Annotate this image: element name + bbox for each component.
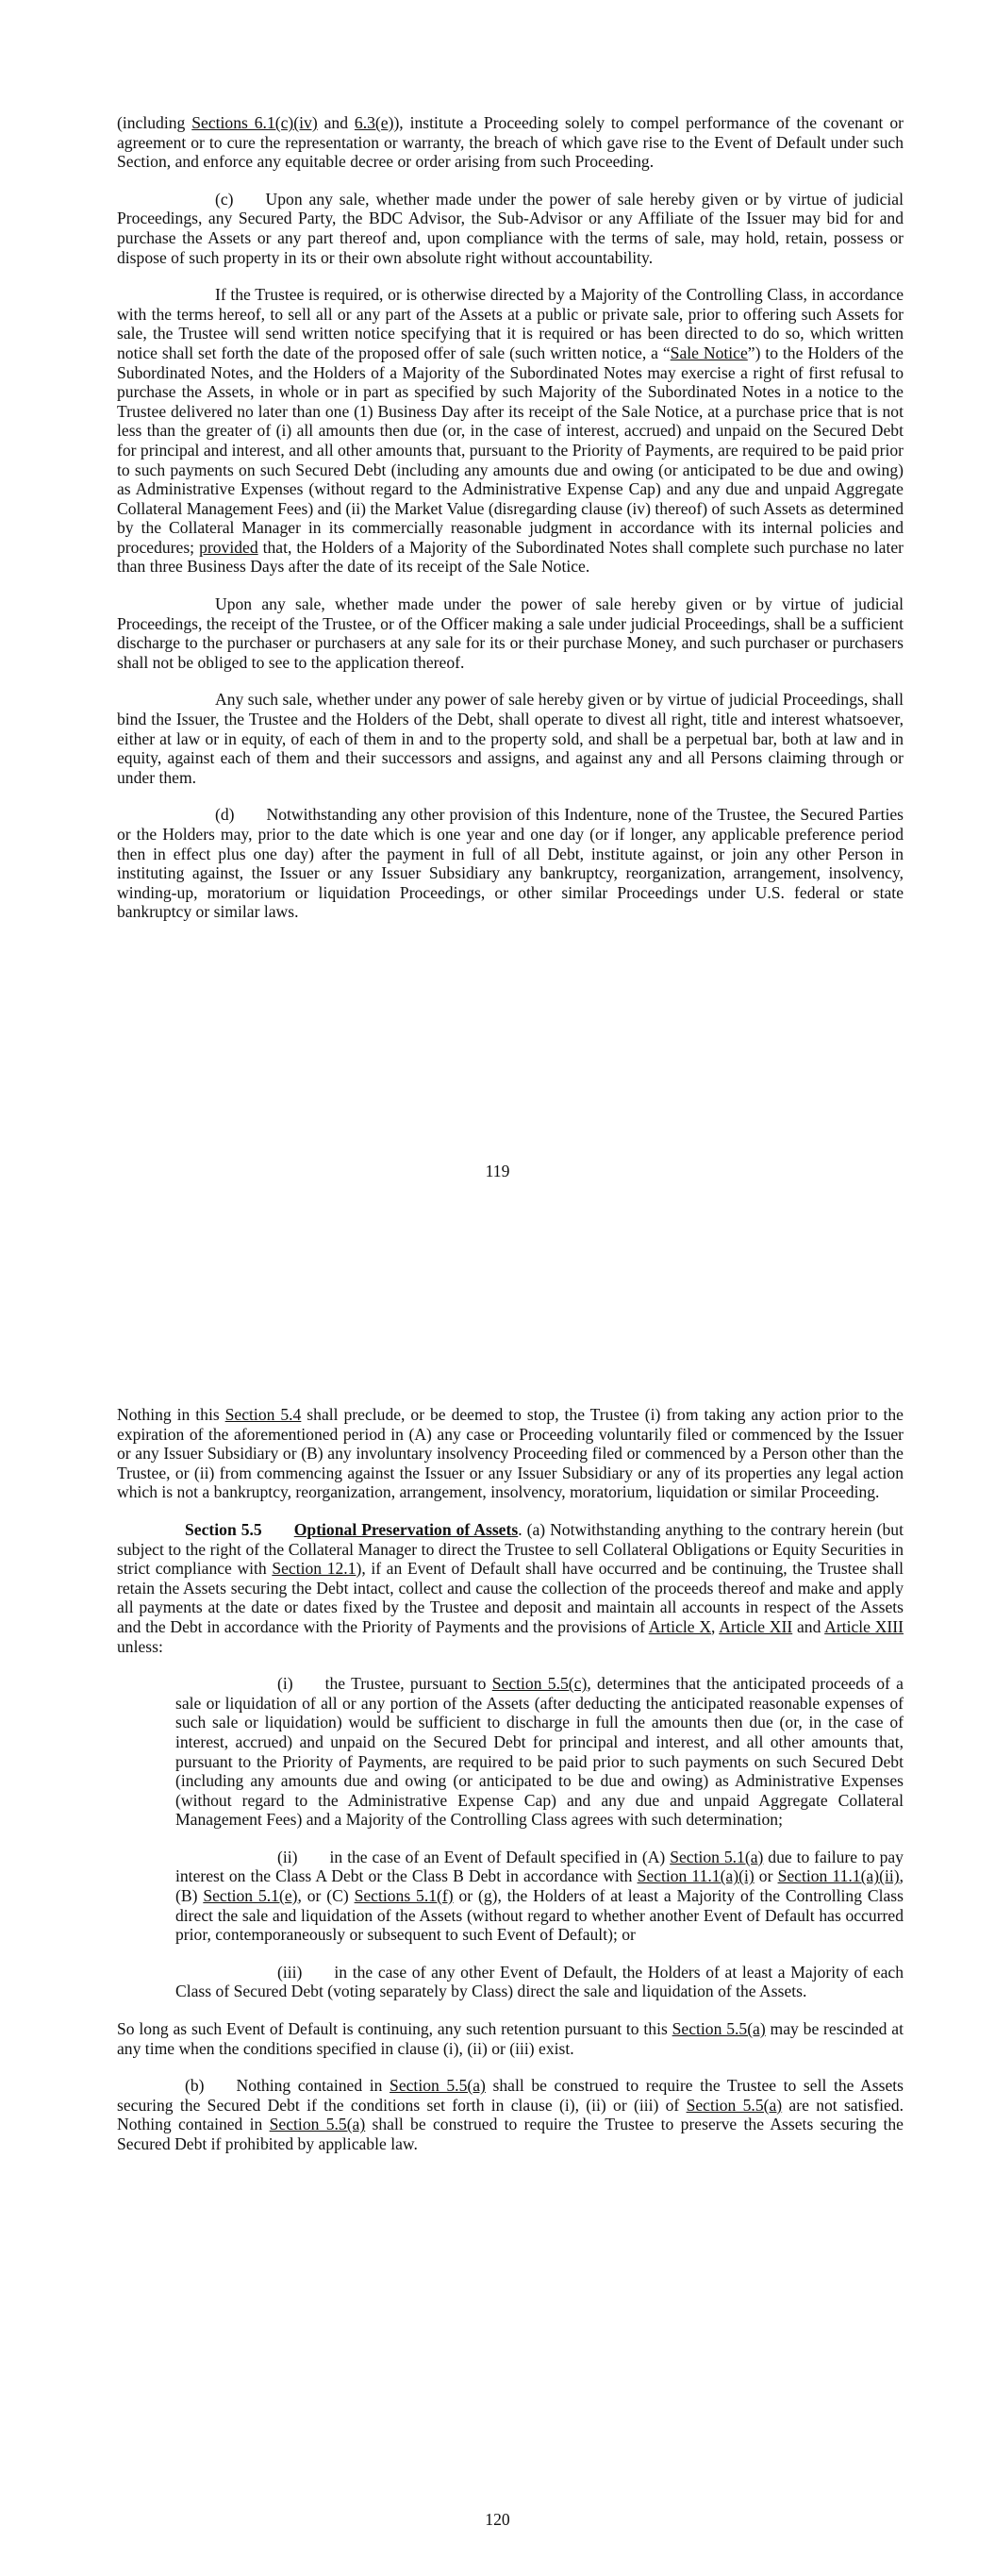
section-reference: Section 5.5(c) bbox=[491, 1674, 588, 1694]
section-reference: Sections 6.1(c)(iv) bbox=[191, 113, 318, 132]
section-reference: Section 12.1 bbox=[272, 1559, 357, 1579]
paragraph-c: (c) Upon any sale, whether made under the power of sale hereby given or by virtue of judicial Proceedings, any Secured Party, the BDC Advisor, the Sub-Advisor or any Affiliate of the Issuer may bid for and purchase the Assets or any part thereof and, upon compliance with the terms of sale, may hold, retain, possess or dispose of such property in its or their own absolute right without accountability. bbox=[117, 189, 904, 267]
section-reference: Sections 5.1(f) bbox=[354, 1886, 454, 1906]
defined-term-sale-notice: Sale Notice bbox=[670, 343, 748, 362]
section-reference: 6.3(e) bbox=[354, 113, 394, 132]
section-reference: Section 5.4 bbox=[224, 1405, 302, 1424]
paragraph-d: (d) Notwithstanding any other provision of this Indenture, none of the Trustee, the Secured Parties or the Holders may, prior to the date which is one year and one day (or if longer, any applicable preference period then in effect plus one day) after the payment in full of all Debt, institute against, or join any other Person in instituting against, the Issuer or any Issuer Subsidiary any bankruptcy, reorganization, arrangement, insolvency, winding-up, moratorium or liquidation Proceedings, or other similar Proceedings under U.S. federal or state bankruptcy or similar laws. bbox=[117, 805, 904, 922]
clause-ii: (ii) in the case of an Event of Default specified in (A) Section 5.1(a) due to failure to pay interest on the Class A Debt or the Class B Debt in accordance with Section 11.1(a)(i) or Section 11.1(a)(ii), (B) Section 5.1(e), or (C) Sections 5.1(f) or (g), the Holders of at least a Majority of the Controlling Class direct the sale and liquidation of the Assets (without regard to whether another Event of Default has occurred prior, contemporaneously or subsequent to such Event of Default); or bbox=[175, 1847, 904, 1945]
paragraph-upon-any-sale: Upon any sale, whether made under the power of sale hereby given or by virtue of judicial Proceedings, the receipt of the Trustee, or of the Officer making a sale under judicial Proceedings, shall be a sufficient discharge to the purchaser or purchasers at any sale for its or their purchase Money, and such purchaser or purchasers shall not be obliged to see to the application thereof. bbox=[117, 594, 904, 672]
section-title: Optional Preservation of Assets bbox=[293, 1519, 519, 1539]
page-120-body bbox=[117, 1405, 904, 2172]
paragraph-b: (b) Nothing contained in Section 5.5(a) shall be construed to require the Trustee to sell the Assets securing the Secured Debt if the conditions set forth in clause (i), (ii) or (iii) of Section 5.5(a) are not satisfied. Nothing contained in Section 5.5(a) shall be construed to require the Trustee to preserve the Assets securing the Secured Debt if prohibited by applicable law. bbox=[117, 2076, 904, 2153]
section-reference: Section 5.5(a) bbox=[672, 2019, 766, 2039]
paragraph-so-long: So long as such Event of Default is continuing, any such retention pursuant to this Section 5.5(a) may be rescinded at any time when the conditions specified in clause (i), (ii) or (iii) exist. bbox=[117, 2019, 904, 2058]
article-reference: Article XIII bbox=[824, 1616, 904, 1636]
section-reference: Section 11.1(a)(ii) bbox=[777, 1866, 900, 1886]
paragraph-nothing-in-section: Nothing in this Section 5.4 shall preclude, or be deemed to stop, the Trustee (i) from taking any action prior to the expiration of the aforementioned period in (A) any case or Proceeding voluntarily filed or commenced by the Issuer or any Issuer Subsidiary or (B) any involuntary insolvency Proceeding filed or commenced by a Person other than the Trustee, or (ii) from commencing against the Issuer or any Issuer Subsidiary or any of its properties any legal action which is not a bankruptcy, reorganization, arrangement, insolvency, moratorium, liquidation or similar Proceeding. bbox=[117, 1405, 904, 1502]
clause-i: (i) the Trustee, pursuant to Section 5.5(c), determines that the anticipated proceeds of a sale or liquidation of all or any portion of the Assets (after deducting the anticipated reasonable expenses of such sale or liquidation) would be sufficient to discharge in full the amounts then due (or, in the case of interest, accrued) and unpaid on the Secured Debt for principal and interest, and all other amounts that, pursuant to the Priority of Payments, are required to be paid prior to such payments on such Secured Debt (including any amounts due and owing (or anticipated to be due and owing) as Administrative Expenses (without regard to the Administrative Expense Cap) and any due and unpaid Aggregate Collateral Management Fees) and a Majority of the Controlling Class agrees with such determination; bbox=[175, 1674, 904, 1830]
article-reference: Article XII bbox=[719, 1616, 793, 1636]
section-5-5: Section 5.5 Optional Preservation of Assets. (a) Notwithstanding anything to the contrary herein (but subject to the right of the Collateral Manager to direct the Trustee to sell Collateral Obligations or Equity Securities in strict compliance with Section 12.1), if an Event of Default shall have occurred and be continuing, the Trustee shall retain the Assets securing the Debt intact, collect and cause the collection of the proceeds thereof and make and apply all payments at the date or dates fixed by the Trustee and deposit and maintain all accounts in respect of the Assets and the Debt in accordance with the Priority of Payments and the provisions of Article X, Article XII and Article XIII unless: bbox=[117, 1519, 904, 1656]
paragraph-any-such-sale: Any such sale, whether under any power of sale hereby given or by virtue of judicial Proceedings, shall bind the Issuer, the Trustee and the Holders of the Debt, shall operate to divest all right, title and interest whatsoever, either at law or in equity, of each of them in and to the property sold, and shall be a perpetual bar, both at law and in equity, against each of them and their successors and assigns, and against any and all Persons claiming through or under them. bbox=[117, 690, 904, 787]
clause-list bbox=[175, 1674, 904, 2001]
page-number: 120 bbox=[485, 2510, 510, 2529]
page-number: 119 bbox=[485, 1162, 510, 1180]
section-reference: Section 11.1(a)(i) bbox=[637, 1866, 755, 1886]
section-reference: Section 5.5(a) bbox=[390, 2076, 486, 2096]
article-reference: Article X bbox=[648, 1616, 712, 1636]
section-number: Section 5.5 bbox=[185, 1519, 262, 1539]
paragraph-a-continuation: (including Sections 6.1(c)(iv) and 6.3(e)), institute a Proceeding solely to compel performance of the covenant or agreement or to cure the representation or warranty, the breach of which gave rise to the Event of Default under such Section, and enforce any equitable decree or order arising from such Proceeding. bbox=[117, 113, 904, 172]
section-reference: Section 5.5(a) bbox=[269, 2115, 366, 2134]
section-reference: Section 5.1(e) bbox=[203, 1886, 298, 1906]
section-reference: Section 5.1(a) bbox=[670, 1847, 764, 1866]
provided-term: provided bbox=[199, 537, 258, 557]
paragraph-trustee-sale-notice: If the Trustee is required, or is otherwise directed by a Majority of the Controlling Class, in accordance with the terms hereof, to sell all or any part of the Assets at a public or private sale, prior to offering such Assets for sale, the Trustee will send written notice specifying that it is required or has been directed to do so, which written notice shall set forth the date of the proposed offer of sale (such written notice, a “Sale Notice”) to the Holders of the Subordinated Notes, and the Holders of a Majority of the Subordinated Notes may exercise a right of first refusal to purchase the Assets, in whole or in part as specified by such Majority of the Subordinated Notes in a notice to the Trustee delivered no later than one (1) Business Day after its receipt of the Sale Notice, at a purchase price that is not less than the greater of (i) all amounts then due (or, in the case of interest, accrued) and unpaid on the Secured Debt for principal and interest, and all other amounts that, pursuant to the Priority of Payments, are required to be paid prior to such payments on such Secured Debt (including any amounts due and owing (or anticipated to be due and owing) as Administrative Expenses (without regard to the Administrative Expense Cap) and any due and unpaid Aggregate Collateral Management Fees) and (ii) the Market Value (disregarding clause (iv) thereof) of such Assets as determined by the Collateral Manager in its commercially reasonable judgment in accordance with its internal policies and procedures; provided that, the Holders of a Majority of the Subordinated Notes shall complete such purchase no later than three Business Days after the date of its receipt of the Sale Notice. bbox=[117, 285, 904, 577]
page-119-body bbox=[117, 113, 904, 940]
page-120 bbox=[0, 1293, 995, 2576]
clause-iii: (iii) in the case of any other Event of Default, the Holders of at least a Majority of each Class of Secured Debt (voting separately by Class) direct the sale and liquidation of the Assets. bbox=[175, 1962, 904, 2001]
section-reference: Section 5.5(a) bbox=[686, 2095, 783, 2115]
